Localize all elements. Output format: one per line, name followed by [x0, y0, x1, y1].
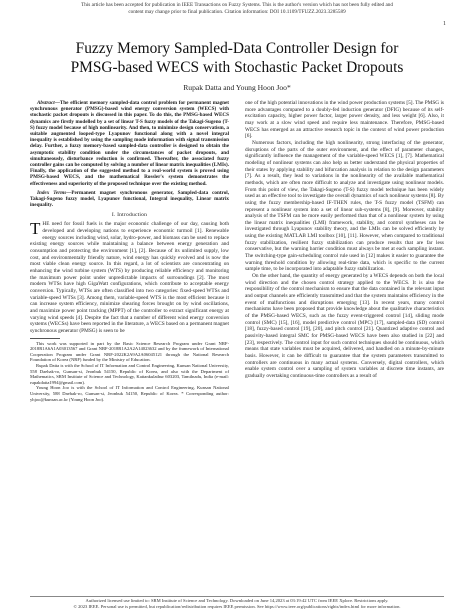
left-column — [30, 100, 229, 402]
intro-paragraph — [30, 221, 229, 334]
right-column — [245, 100, 444, 380]
abstract-label: Abstract — [37, 100, 55, 106]
footer-line-1: Authorized licensed use limited to: SRM Institute of Science and Technology. Downloaded on June 14,2023 at 03:19:42 UTC from IEEE Xplore. Restrictions apply. — [85, 598, 389, 603]
footnote-author-2: Young Hoon Joo is with the School of IT Information and Control Engineering, Kunsan National University, 588 Daehak-ro, Gunsan-si, Jeonbuk 54150, Republic of Korea. * Corresponding author: yhjoo@kunsan.ac.kr (Young Hoon Joo). — [30, 385, 229, 402]
footnote-divider — [30, 338, 60, 339]
page-footer — [0, 598, 474, 610]
footnote-author-1: Rupak Datta is with the School of IT Information and Control Engineering, Kunsan National University, 558 Daehak-ro, Gunsan-si, Jeonbuk 54150, Republic of Korea, and also with the Department of Mathematics, SRM Institute of Science and Technology, Kattankulathur 603203, Tamilnadu, India (e-mail: rupakdatta1994@gmail.com). — [30, 362, 229, 385]
header-line-1: This article has been accepted for publication in IEEE Transactions on Fuzzy Systems. This is the author's version which has not been fully edited and — [81, 2, 393, 8]
footer-divider — [30, 596, 444, 597]
index-terms-text: —Permanent magnet synchronous generator, Sampled-data control, Takagi-Sugeno fuzzy model, Lyapunov functional, Integral inequality, Linear matrix inequality. — [30, 189, 230, 209]
title-line-1: Fuzzy Memory Sampled-Data Controller Design for — [75, 40, 399, 57]
section-heading-introduction: I. Introduction — [111, 212, 148, 219]
index-terms — [30, 190, 229, 209]
page-header — [0, 2, 474, 15]
body-paragraph: Numerous factors, including the high nonlinearity, strong interfacing of the generator, disruptions of the parts of the outer environment, and the effect of parameter changes, significantly influence the management of the variable-speed WECS [1], [7]. Mathematical modeling of nonlinear systems can also help us better understand the physical properties of their states by applying stability and bifurcation analysis in relation to the design parameters [7]. As a result, they lead to variations in the nonlinearity of the available mathematical methods, which are often more difficult to analyze and investigate using nonlinear models. From this point of view, the Takagi-Sugeno (T-S) fuzzy model technique has been widely used as an effective tool to investigate the overall dynamics of such nonlinear systems [8]. By using the fuzzy membership-based IF-THEN rules, the T-S fuzzy model (TSFM) can represent a nonlinear system into a set of linear sub-systems [8], [9]. Moreover, stability analysis of the TSFM can be more easily performed than that of a nonlinear system by using the linear matrix inequalities (LMI) framework, stability, and control syntheses can be investigated through Lyapunov stability theory, and the LMIs can be solved efficiently by using the existing MATLAB LMI toolbox [10], [11]. However, when compared to traditional fuzzy stabilization, resilient fuzzy stabilization can produce results that are far less conservative, but the warning barrier condition must always be met at each sampling instant. The switching-type gain-scheduling control rule used in [12] makes it easier to guarantee the warning threshold condition by allowing real-time data, which is specific to the current sample time, to be incorporated into adaptable fuzzy stabilization. — [245, 139, 444, 273]
footer-line-2: © 2023 IEEE. Personal use is permitted, but republication/redistribution requires IEEE permission. See https://www.ieee.org/publications/rights/index.html for more information. — [73, 604, 401, 609]
header-line-2: content may change prior to final publication. Citation information: DOI 10.1109/TFUZZ.2023.3285589 — [128, 8, 346, 15]
abstract — [30, 100, 229, 187]
author-list: Rupak Datta and Young Hoon Joo* — [183, 83, 291, 92]
title-line-2: PMSG-based WECS with Stochastic Packet Dropouts — [70, 59, 404, 76]
drop-cap: T — [30, 219, 41, 239]
footnote-funding: This work was supported in part by the Basic Science Research Program under Grant NRF-2018R1A6A1A03013567 and Grant NRF-2018R1A2A2A14023632 and by the framework of International Cooperation Program under Grant NRF-2022K2A9A2A06045121 through the National Research Foundation of Korea (NRF) funded by the Ministry of Education. — [30, 340, 229, 363]
body-paragraph: one of the high potential innovations in the wind power production systems [5]. The PMSG is more advantages compared to a doubly-fed induction generator (DFIG) because of its self-excitation capacity, higher power factor, larger power density, and less weight [6]. Also, it may work at a slow wind speed and require less maintenance. Therefore, PMSG-based WECS has emerged as an attractive research topic in the context of wind power production [6]. — [245, 100, 444, 140]
body-paragraph: On the other hand, the quantity of energy generated by a WECS depends on both the local wind direction and the chosen control strategy applied to the WECS. It is also the responsibility of the control mechanism to ensure that the data contained in the relevant input and output channels are efficiently transmitted and that the system maintains efficiency in the event of malfunctions and disruptions emerging [13]. In recent years, many control mechanisms have been proposed that provide knowledge about the qualitative characteristics of the PMSG-based WECS, such as the fuzzy event-triggered control [14], sliding mode control (SMC) [15], [16], model predictive control (MPC) [17], sampled-data (SD) control [18], fuzzy-based control [19], [20], and pitch control [21]. Quantized adaptive control and passivity-based integral SMC for PMSG-based WECS have been also studied in [22] and [23], respectively. The control input for such control techniques should be continuous, which means that state variables must be acquired, delivered, and handled on a minute-by-minute basis. However, it can be difficult to guarantee that the system parameters transmitted to controllers are continuous in many actual systems. Conversely, digital controllers, which enable system control over a sampling of system variables at discrete time instants, are gradually overtaking continuous-time controllers as a result of — [245, 273, 444, 379]
intro-text: HE need for fossil fuels is the major economic challenge of our day, causing both developed and developing nations to experience economic turmoil [1]. Renewable energy sources including wind, solar, hydro-power, and biomass can be used to replace existing energy sources while maintaining a balance between energy generation and consumption and protecting the environment [1], [2]. Because of its unlimited supply, low cost, and environmentally friendly nature, wind energy has quickly evolved and is now the most viable clean energy source. In this regard, a lot of scientists are concentrating on enhancing the wind turbine system (WTS) by producing reliable efficiency and monitoring the maximum power point under unpredictable impacts of surroundings [2]. The most modern WTSs have high GigaWatt configurations, which contribute to acceptable energy conversion. Typically, WTSs are often classified into two categories: fixed-speed WTSs and variable-speed WTSs [3]. Among them, variable-speed WTS is the most efficient because it can increase system efficiency, minimize shearing forces brought on by wind oscillations, and maximize power point tracking (MPPT) of the controller to extract significant energy at varying wind speeds [4]. Despite the fact that a number of different wind energy conversion systems (WECSs) have been reported in the literature, a WECS based on a permanent magnet synchronous generator (PMSG) is seen to be — [30, 221, 229, 334]
abstract-text: —The efficient memory sampled-data control problem for permanent magnet synchronous generator (PMSG)-based wind energy conversion system (WECS) with stochastic packet dropouts is discussed in this paper. To do this, the PMSG-based WECS dynamics are firstly modelled by a set of linear T-S fuzzy models of the Takagi-Sugeno (T-S) fuzzy model because of high nonlinearity. And then, to minimize design conservatism, a suitable augmented looped-type Lyapunov functional along with a novel integral inequality is established by using the sampling mode information with signal transmission delay. Further, a fuzzy memory-based sampled-data controller is designed to obtain the asymptotic stability condition under the circumstances of packet dropouts, and simultaneously, disturbance reduction is confirmed. Thereafter, the associated fuzzy controller gains can be computed by solving a number of linear matrix inequalities (LMIs). Finally, the application of the suggested method to a real-world system is proved using PMSG-based WECS, and the mathematical Rossler's system demonstrates the effectiveness and superiority of the proposed technique over the existing method. — [30, 100, 229, 187]
index-terms-label: Index Terms — [37, 189, 67, 196]
page-number: 1 — [443, 21, 446, 27]
paper-title — [30, 39, 444, 77]
